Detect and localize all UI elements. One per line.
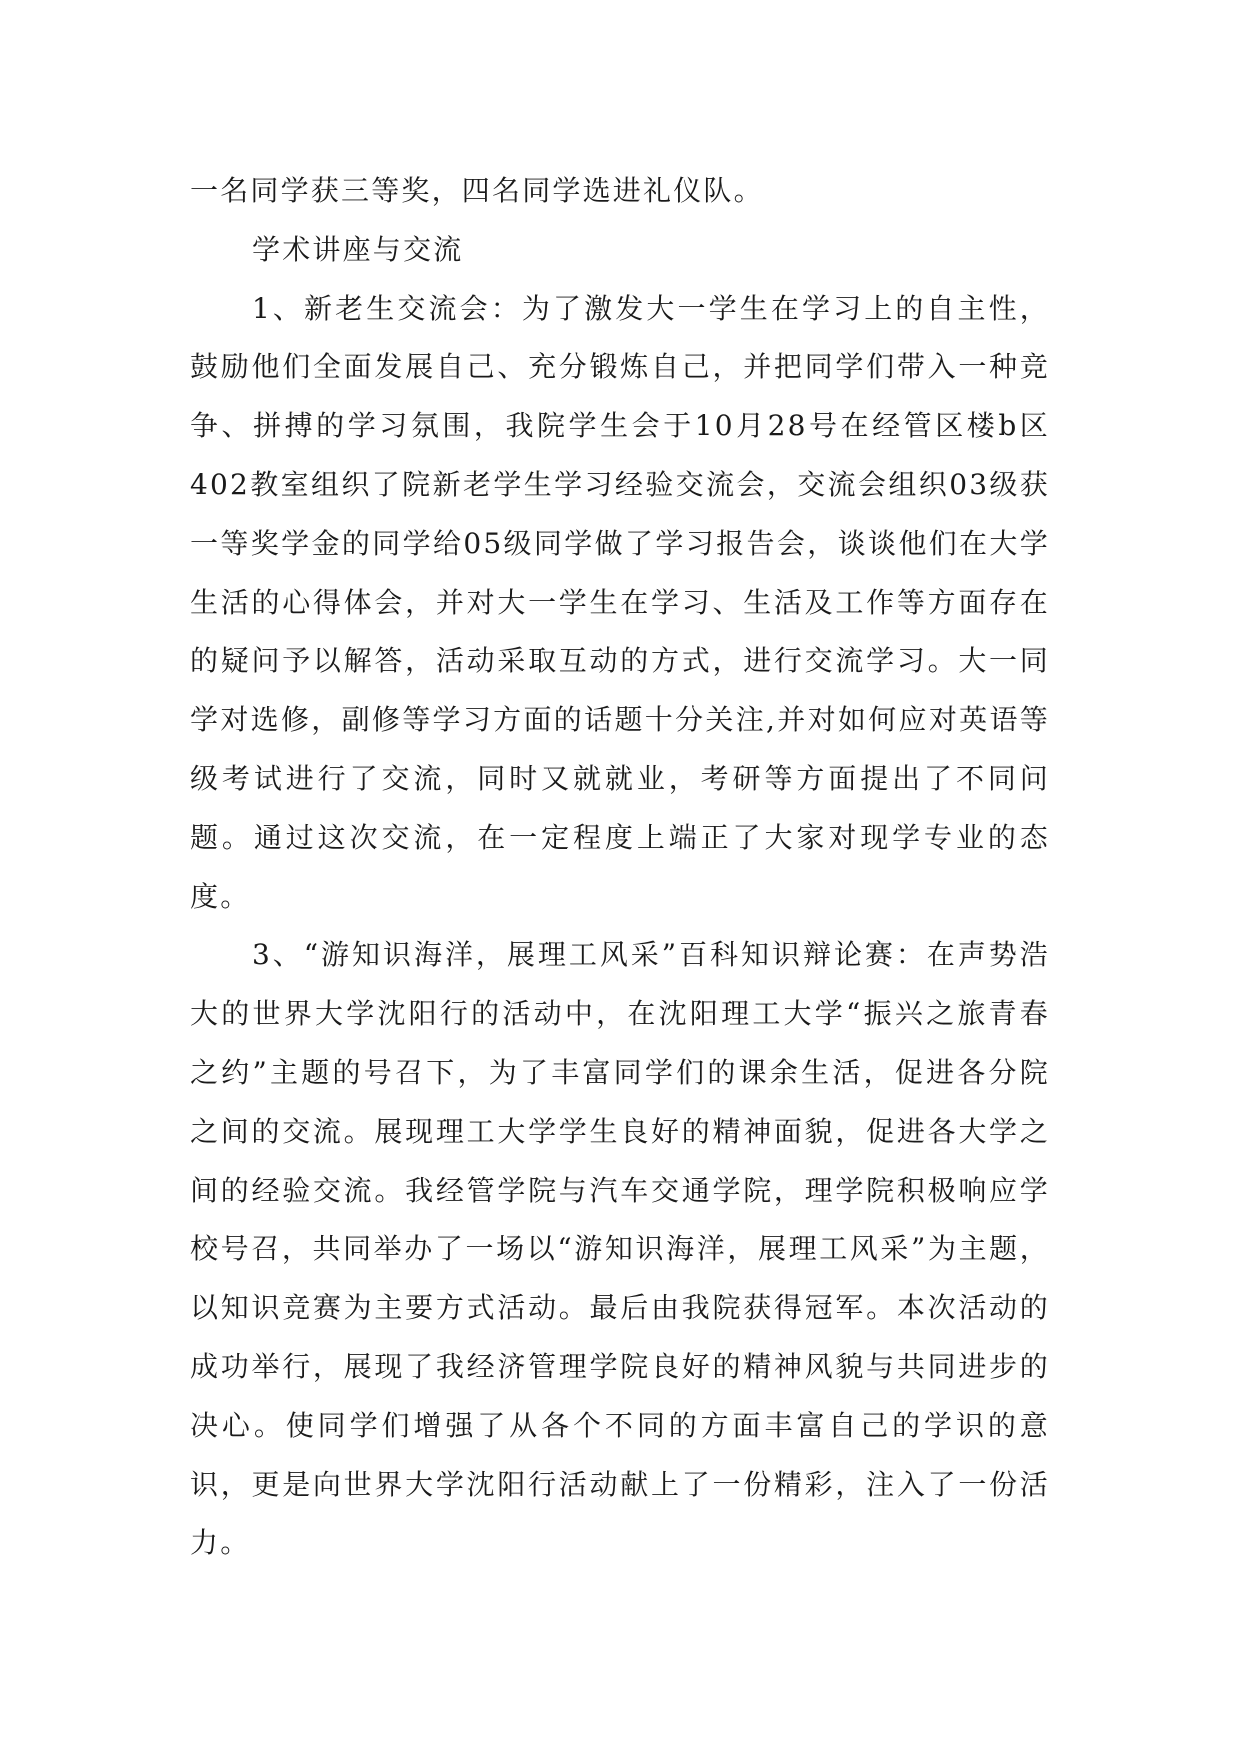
paragraph-exchange-meeting: 1、新老生交流会：为了激发大一学生在学习上的自主性，鼓励他们全面发展自己、充分锻炼自己，并把同学们带入一种竞争、拼搏的学习氛围，我院学生会于10月28号在经管区楼b区402教室组织了院新老学生学习经验交流会，交流会组织03级获一等奖学金的同学给05级同学做了学习报告会，谈谈他们在大学生活的心得体会，并对大一学生在学习、生活及工作等方面存在的疑问予以解答，活动采取互动的方式，进行交流学习。大一同学对选修，副修等学习方面的话题十分关注,并对如何应对英语等级考试进行了交流，同时又就就业，考研等方面提出了不同问题。通过这次交流，在一定程度上端正了大家对现学专业的态度。 [190, 291, 1050, 913]
document-body [190, 162, 1050, 1573]
paragraph-knowledge-debate: 3、“游知识海洋，展理工风采”百科知识辩论赛：在声势浩大的世界大学沈阳行的活动中，在沈阳理工大学“振兴之旅青春之约”主题的号召下，为了丰富同学们的课余生活，促进各分院之间的交流。展现理工大学学生良好的精神面貌，促进各大学之间的经验交流。我经管学院与汽车交通学院，理学院积极响应学校号召，共同举办了一场以“游知识海洋，展理工风采”为主题，以知识竞赛为主要方式活动。最后由我院获得冠军。本次活动的成功举行，展现了我经济管理学院良好的精神风貌与共同进步的决心。使同学们增强了从各个不同的方面丰富自己的学识的意识，更是向世界大学沈阳行活动献上了一份精彩，注入了一份活力。 [190, 938, 1050, 1560]
section-heading: 学术讲座与交流 [252, 232, 464, 266]
paragraph-continuation: 一名同学获三等奖，四名同学选进礼仪队。 [190, 174, 764, 207]
